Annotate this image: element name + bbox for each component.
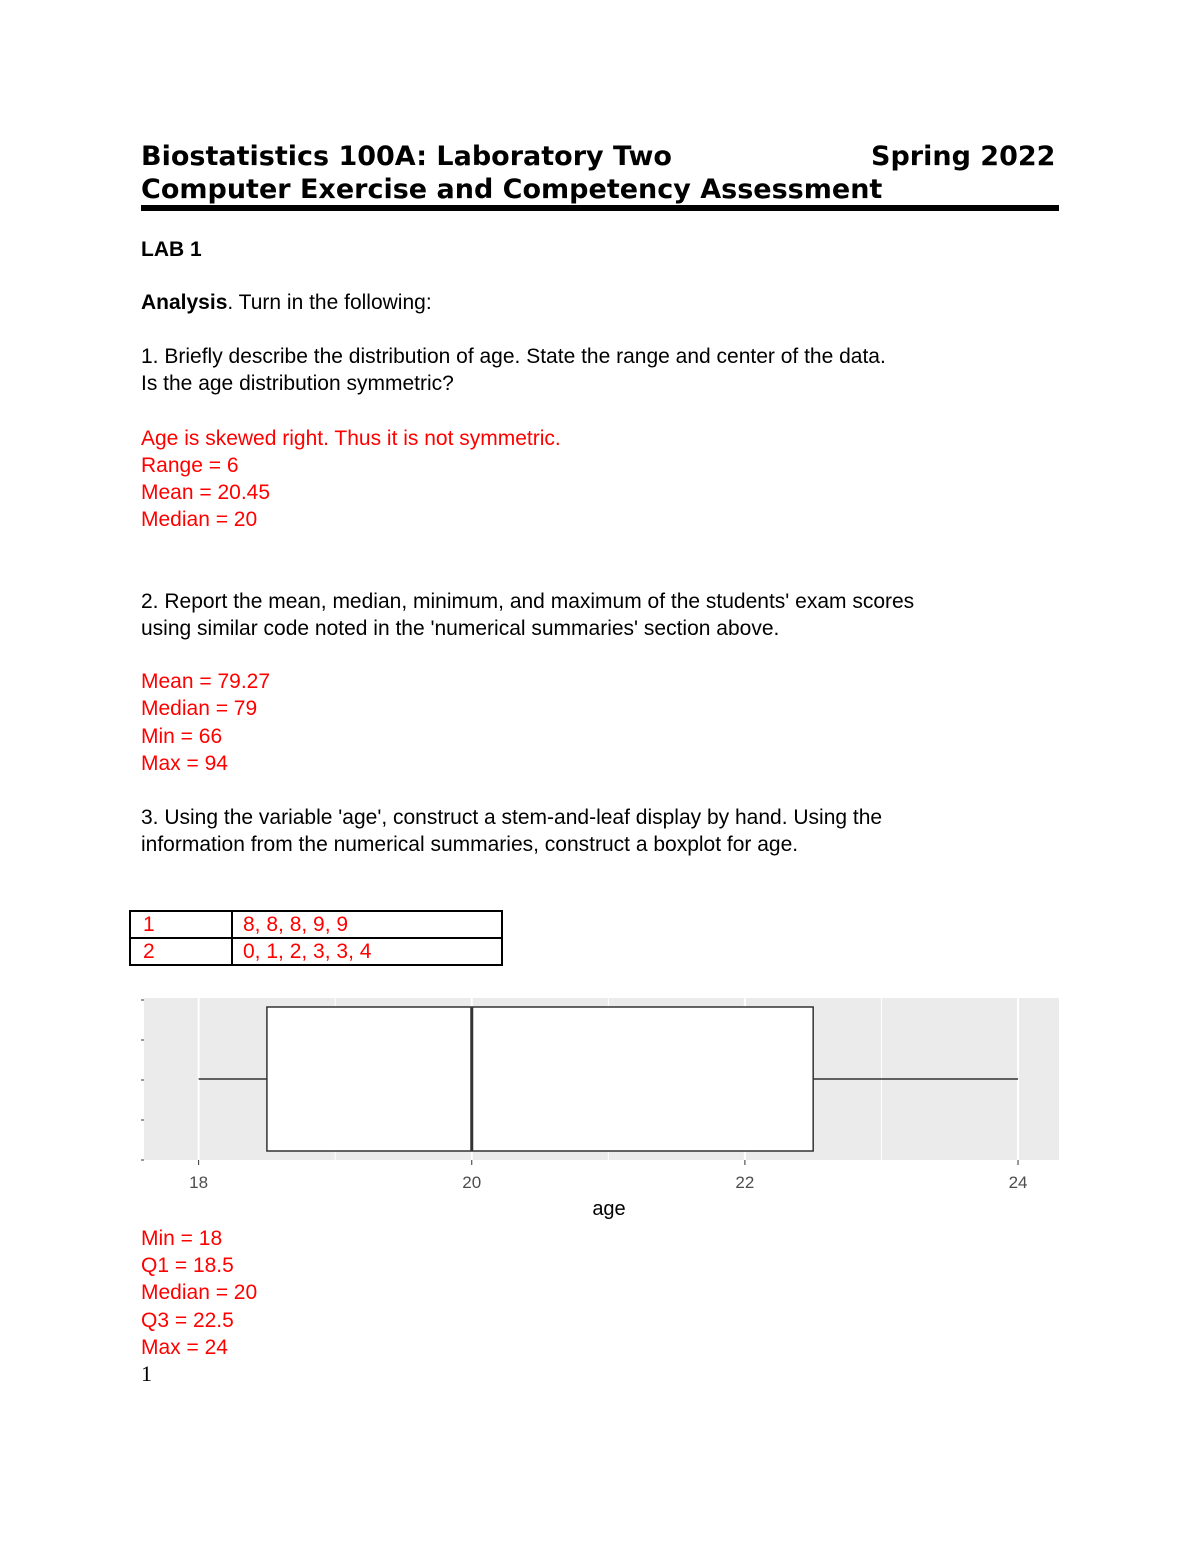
answer-2-max: Max = 94 xyxy=(141,752,228,775)
x-tick-label: 24 xyxy=(1008,1173,1028,1192)
x-axis-label: age xyxy=(592,1198,626,1220)
question-3-line-1: 3. Using the variable 'age', construct a stem-and-leaf display by hand. Using the xyxy=(141,806,883,829)
leaf-cell: 0, 1, 2, 3, 3, 4 xyxy=(232,938,502,965)
leaf-cell: 8, 8, 8, 9, 9 xyxy=(232,911,502,938)
x-tick-label: 22 xyxy=(735,1173,755,1192)
analysis-line xyxy=(141,289,432,316)
stem-cell: 2 xyxy=(130,938,232,965)
page-number: 1 xyxy=(141,1361,152,1386)
stem-row xyxy=(130,911,502,938)
document-subtitle: Computer Exercise and Competency Assessment xyxy=(141,174,883,205)
answer-1-range: Range = 6 xyxy=(141,454,239,477)
answer-2-mean: Mean = 79.27 xyxy=(141,670,271,693)
answer-2-min: Min = 66 xyxy=(141,725,223,748)
x-tick-label: 18 xyxy=(189,1173,209,1192)
answer-1-median: Median = 20 xyxy=(141,508,258,531)
semester-label: Spring 2022 xyxy=(871,141,1056,172)
document-title: Biostatistics 100A: Laboratory Two xyxy=(141,141,672,172)
age-boxplot xyxy=(130,990,1070,1222)
summary-median: Median = 20 xyxy=(141,1281,258,1304)
stem-row xyxy=(130,938,502,965)
answer-1-mean: Mean = 20.45 xyxy=(141,481,271,504)
header-rule xyxy=(141,205,1059,211)
question-2-line-2: using similar code noted in the 'numerical summaries' section above. xyxy=(141,617,780,640)
question-2-line-1: 2. Report the mean, median, minimum, and maximum of the students' exam scores xyxy=(141,590,915,613)
question-1-line-2: Is the age distribution symmetric? xyxy=(141,372,454,395)
lab-label: LAB 1 xyxy=(141,238,202,261)
iqr-box xyxy=(267,1007,813,1151)
stem-and-leaf-table xyxy=(129,910,503,966)
stem-cell: 1 xyxy=(130,911,232,938)
answer-1-text: Age is skewed right. Thus it is not symmetric. xyxy=(141,427,561,450)
analysis-instruction: . Turn in the following: xyxy=(227,291,432,314)
summary-q1: Q1 = 18.5 xyxy=(141,1254,234,1277)
analysis-label: Analysis xyxy=(141,291,228,314)
summary-q3: Q3 = 22.5 xyxy=(141,1309,234,1332)
question-1-line-1: 1. Briefly describe the distribution of age. State the range and center of the data. xyxy=(141,345,886,368)
x-tick-label: 20 xyxy=(462,1173,482,1192)
question-3-line-2: information from the numerical summaries, construct a boxplot for age. xyxy=(141,833,799,856)
summary-min: Min = 18 xyxy=(141,1227,223,1250)
summary-max: Max = 24 xyxy=(141,1336,228,1359)
answer-2-median: Median = 79 xyxy=(141,697,258,720)
